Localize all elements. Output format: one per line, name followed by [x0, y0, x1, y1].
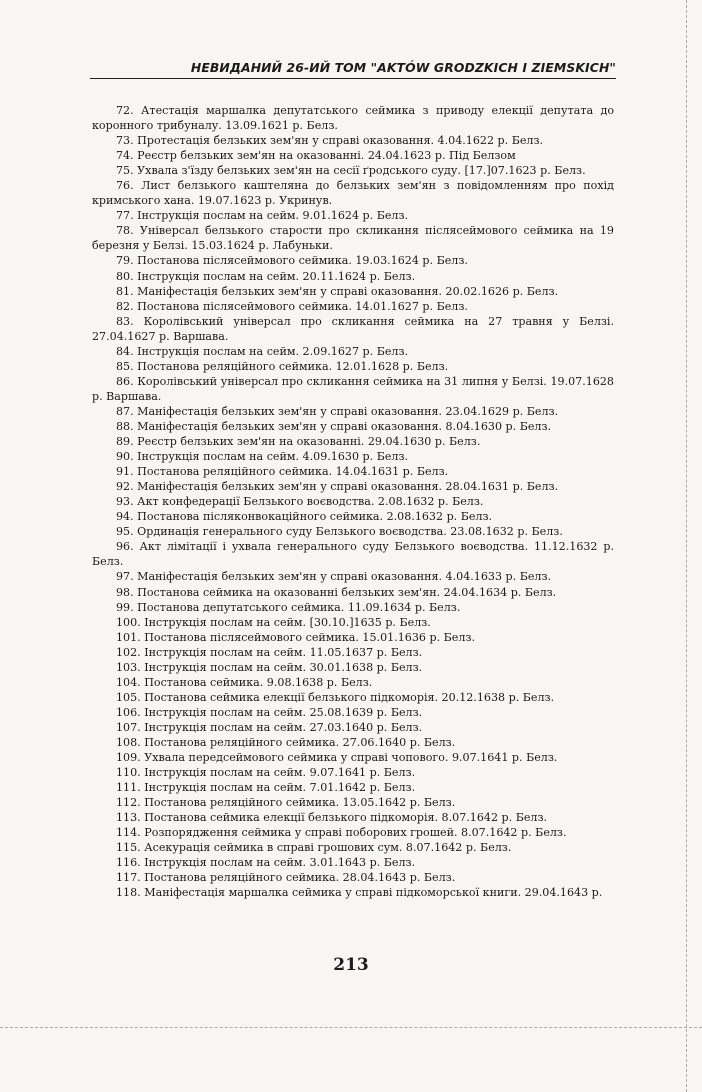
page-edge-rule — [686, 0, 687, 1092]
list-item: 105. Постанова сеймика елекції белзького підкоморія. 20.12.1638 р. Белз. — [116, 690, 555, 704]
list-item: 89. Реєстр белзьких зем'ян на оказованні. 29.04.1630 р. Белз. — [116, 435, 481, 449]
list-item: 117. Постанова реляційного сеймика. 28.04.1643 р. Белз. — [116, 871, 456, 885]
list-item: 88. Маніфестація белзьких зем'ян у справі оказовання. 8.04.1630 р. Белз. — [116, 419, 552, 433]
list-item: 80. Інструкція послам на сейм. 20.11.1624 р. Белз. — [116, 269, 416, 283]
list-item: 74. Реєстр белзьких зем'ян на оказованні. 24.04.1623 р. Під Белзом — [116, 149, 516, 163]
list-item: 100. Інструкція послам на сейм. [30.10.]1635 р. Белз. — [116, 615, 431, 629]
list-item: 75. Ухвала з'їзду белзьких зем'ян на сесії ґродського суду. [17.]07.1623 р. Белз. — [116, 164, 586, 178]
list-item: 99. Постанова депутатського сеймика. 11.09.1634 р. Белз. — [116, 600, 461, 614]
list-item: 91. Постанова реляційного сеймика. 14.04.1631 р. Белз. — [116, 465, 449, 479]
list-item: 79. Постанова післясеймового сеймика. 19.03.1624 р. Белз. — [116, 254, 468, 268]
list-item: 104. Постанова сеймика. 9.08.1638 р. Белз. — [116, 675, 373, 689]
list-item: 98. Постанова сеймика на оказованні белзьких зем'ян. 24.04.1634 р. Белз. — [116, 585, 557, 599]
list-item: 92. Маніфестація белзьких зем'ян у справі оказовання. 28.04.1631 р. Белз. — [116, 480, 559, 494]
running-header: НЕВИДАНИЙ 26-ИЙ ТОМ "AKTÓW GRODZKICH I ZIEMSKICH" — [90, 60, 616, 79]
list-item: 106. Інструкція послам на сейм. 25.08.1639 р. Белз. — [116, 705, 423, 719]
list-item: 118. Маніфестація маршалка сеймика у справі підкоморської книги. 29.04.1643 р. — [116, 886, 603, 900]
list-item: 94. Постанова післяконвокаційного сеймика. 2.08.1632 р. Белз. — [116, 510, 493, 524]
list-item: 84. Інструкція послам на сейм. 2.09.1627 р. Белз. — [116, 344, 409, 358]
list-item: 97. Маніфестація белзьких зем'ян у справі оказовання. 4.04.1633 р. Белз. — [116, 570, 552, 584]
page-number: 213 — [333, 955, 369, 975]
list-item: 109. Ухвала передсеймового сеймика у справі чопового. 9.07.1641 р. Белз. — [116, 751, 558, 765]
list-item: 87. Маніфестація белзьких зем'ян у справі оказовання. 23.04.1629 р. Белз. — [116, 404, 559, 418]
list-item: 115. Асекурація сеймика в справі грошових сум. 8.07.1642 р. Белз. — [116, 841, 512, 855]
list-item: 90. Інструкція послам на сейм. 4.09.1630 р. Белз. — [116, 450, 409, 464]
list-item: 73. Протестація белзьких зем'ян у справі оказовання. 4.04.1622 р. Белз. — [116, 134, 544, 148]
list-item: 85. Постанова реляційного сеймика. 12.01.1628 р. Белз. — [116, 359, 449, 373]
list-item: 76. Лист белзького каштеляна до белзьких зем'ян з повідомленням про похід кримського хана. 19.07.1623 р. Укринув. — [92, 179, 614, 208]
list-item: 107. Інструкція послам на сейм. 27.03.1640 р. Белз. — [116, 720, 423, 734]
list-item: 96. Акт лімітації і ухвала генерального суду Белзького воєводства. 11.12.1632 р. Белз. — [92, 540, 614, 569]
list-item: 78. Універсал белзького старости про скликання післясеймового сеймика на 19 березня у Белзі. 15.03.1624 р. Лабуньки. — [92, 224, 614, 253]
list-item: 112. Постанова реляційного сеймика. 13.05.1642 р. Белз. — [116, 796, 456, 810]
list-item: 103. Інструкція послам на сейм. 30.01.1638 р. Белз. — [116, 660, 423, 674]
list-item: 113. Постанова сеймика елекції белзького підкоморія. 8.07.1642 р. Белз. — [116, 811, 548, 825]
list-item: 95. Ординація генерального суду Белзького воєводства. 23.08.1632 р. Белз. — [116, 525, 563, 539]
list-item: 116. Інструкція послам на сейм. 3.01.1643 р. Белз. — [116, 856, 416, 870]
list-item: 110. Інструкція послам на сейм. 9.07.1641 р. Белз. — [116, 766, 416, 780]
list-item: 108. Постанова реляційного сеймика. 27.06.1640 р. Белз. — [116, 735, 456, 749]
list-item: 72. Атестація маршалка депутатського сеймика з приводу елекції депутата до коронного трибуналу. 13.09.1621 р. Белз. — [92, 104, 614, 133]
list-item: 114. Розпорядження сеймика у справі поборових грошей. 8.07.1642 р. Белз. — [116, 826, 567, 840]
list-item: 111. Інструкція послам на сейм. 7.01.1642 р. Белз. — [116, 781, 416, 795]
list-item: 93. Акт конфедерації Белзького воєводства. 2.08.1632 р. Белз. — [116, 495, 484, 509]
page-bottom-rule — [0, 1027, 702, 1028]
document-list — [92, 103, 614, 900]
list-item: 82. Постанова післясеймового сеймика. 14.01.1627 р. Белз. — [116, 299, 468, 313]
list-item: 86. Королівський універсал про скликання сеймика на 31 липня у Белзі. 19.07.1628 р. Варшава. — [92, 374, 614, 403]
list-item: 102. Інструкція послам на сейм. 11.05.1637 р. Белз. — [116, 645, 423, 659]
list-item: 83. Королівський універсал про скликання сеймика на 27 травня у Белзі. 27.04.1627 р. Варшава. — [92, 314, 614, 343]
list-item: 101. Постанова післясеймового сеймика. 15.01.1636 р. Белз. — [116, 630, 475, 644]
list-item: 77. Інструкція послам на сейм. 9.01.1624 р. Белз. — [116, 209, 409, 223]
list-item: 81. Маніфестація белзьких зем'ян у справі оказовання. 20.02.1626 р. Белз. — [116, 284, 559, 298]
